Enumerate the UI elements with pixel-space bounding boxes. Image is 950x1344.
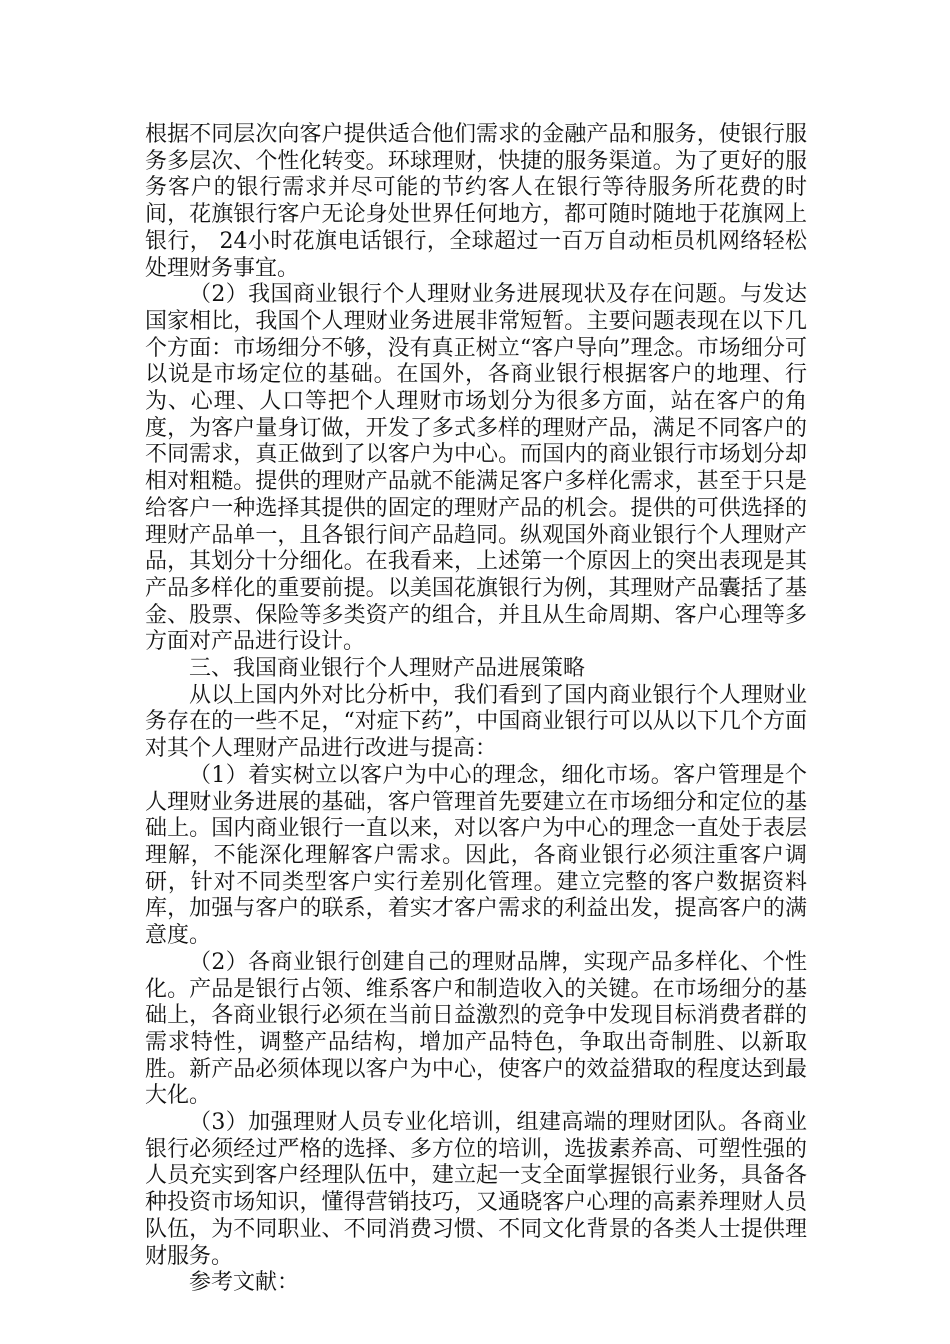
paragraph-strategy-1: （1）着实树立以客户为中心的理念，细化市场。客户管理是个人理财业务进展的基础，客户管理首先要建立在市场细分和定位的基础上。国内商业银行一直以来，对以客户为中心的理念一直处于表层理解，不能深化理解客户需求。因此，各商业银行必须注重客户调研，针对不同类型客户实行差别化管理。建立完整的客户数据资料库，加强与客户的联系，着实才客户需求的利益出发，提高客户的满意度。 (145, 762, 807, 949)
paragraph-current-status: （2）我国商业银行个人理财业务进展现状及存在问题。与发达国家相比，我国个人理财业务进展非常短暂。主要问题表现在以下几个方面：市场细分不够，没有真正树立“客户导向”理念。市场细分可以说是市场定位的基础。在国外，各商业银行根据客户的地理、行为、心理、人口等把个人理财市场划分为很多方面，站在客户的角度，为客户量身订做，开发了多式多样的理财产品，满足不同客户的不同需求，真正做到了以客户为中心。而国内的商业银行市场划分却相对粗糙。提供的理财产品就不能满足客户多样化需求，甚至于只是给客户一种选择其提供的固定的理财产品的机会。提供的可供选择的理财产品单一，且各银行间产品趋同。纵观国外商业银行个人理财产品，其划分十分细化。在我看来，上述第一个原因上的突出表现是其产品多样化的重要前提。以美国花旗银行为例，其理财产品囊括了基金、股票、保险等多类资产的组合，并且从生命周期、客户心理等多方面对产品进行设计。 (145, 282, 807, 655)
paragraph-intro: 根据不同层次向客户提供适合他们需求的金融产品和服务，使银行服务多层次、个性化转变。环球理财，快捷的服务渠道。为了更好的服务客户的银行需求并尽可能的节约客人在银行等待服务所花费的时间，花旗银行客户无论身处世界任何地方，都可随时随地于花旗网上银行， 24小时花旗电话银行，全球超过一百万自动柜员机网络轻松处理财务事宜。 (145, 122, 807, 281)
section-heading-strategy: 三、我国商业银行个人理财产品进展策略 (189, 656, 586, 682)
paragraph-strategy-2: （2）各商业银行创建自己的理财品牌，实现产品多样化、个性化。产品是银行占领、维系客户和制造收入的关键。在市场细分的基础上，各商业银行必须在当前日益激烈的竞争中发现目标消费者群的需求特性，调整产品结构，增加产品特色，争取出奇制胜、以新取胜。新产品必须体现以客户为中心，使客户的效益猎取的程度达到最大化。 (145, 949, 807, 1109)
paragraph-strategy-intro: 从以上国内外对比分析中，我们看到了国内商业银行个人理财业务存在的一些不足，“对症下药”，中国商业银行可以从以下几个方面对其个人理财产品进行改进与提高： (145, 682, 807, 762)
references-heading: 参考文献： (189, 1270, 300, 1296)
document-body (145, 122, 807, 1297)
paragraph-strategy-3: （3）加强理财人员专业化培训，组建高端的理财团队。各商业银行必须经过严格的选择、多方位的培训，选拔素养高、可塑性强的人员充实到客户经理队伍中，建立起一支全面掌握银行业务，具备各种投资市场知识，懂得营销技巧，又通晓客户心理的高素养理财人员队伍，为不同职业、不同消费习惯、不同文化背景的各类人士提供理财服务。 (145, 1110, 807, 1269)
